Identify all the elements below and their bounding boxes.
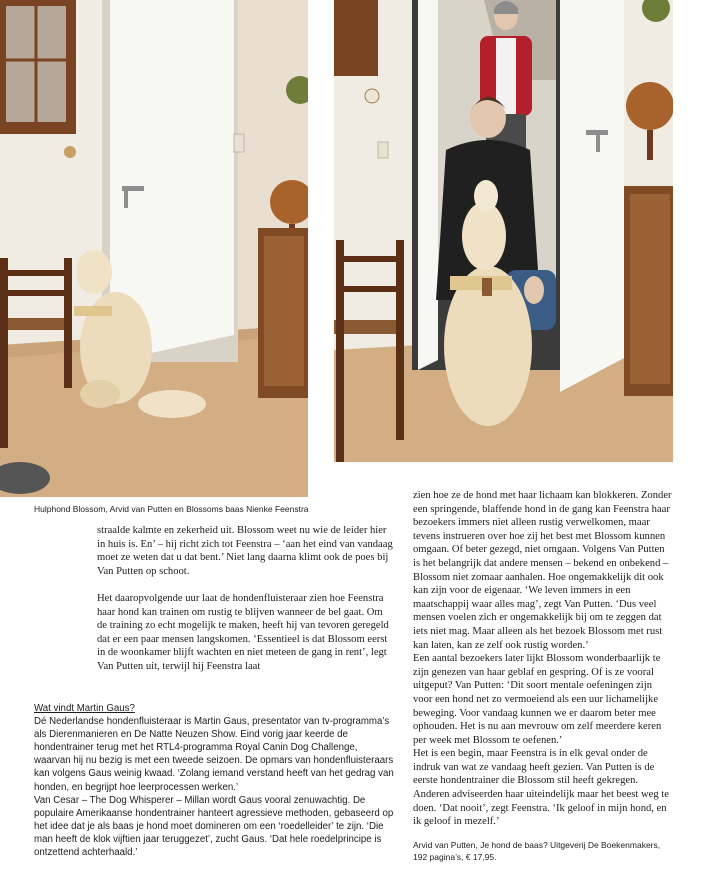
book-info-line: Arvid van Putten, Je hond de baas? Uitgeverij De Boekenmakers,	[413, 840, 661, 850]
hallway-photo-left	[0, 0, 308, 497]
hallway-photo-right	[334, 0, 673, 462]
paragraph: straalde kalmte en zekerheid uit. Blossom weet nu wie de leider hier in huis is. En’ – hij richt zich tot Feenstra – ‘aan het eind van vandaag moet ze weten dat u dat bent.’ Niet lang daarna klimt ook de poes bij Van Putten op schoot.	[97, 525, 393, 577]
article-column-right	[413, 489, 672, 829]
sidebar-title: Wat vindt Martin Gaus?	[34, 703, 135, 714]
door-right	[560, 0, 624, 392]
photo-right	[334, 0, 673, 462]
sidebar-paragraph: Van Cesar – The Dog Whisperer – Millan wordt Gaus vooral zenuwachtig. De populaire Amerikaanse hondentrainer hanteert agressieve methoden, gebaseerd op het idee dat je als baas je hond moet domineren om een ‘roedelleider’ te zijn. ‘Die man heeft de klok vijftien jaar teruggezet’, zucht Gaus. ‘Dat hele roedelprincipe is ontzettend achterhaald.’	[34, 794, 394, 859]
book-info	[413, 839, 672, 863]
book-info-line: 192 pagina’s, € 17,95.	[413, 852, 497, 862]
paragraph: zien hoe ze de hond met haar lichaam kan blokkeren. Zonder een springende, blaffende hond in de gang kan Feenstra haar bezoekers immers niet alleen rustig verwelkomen, maar tevens instrueren over hoe zij het best met Blossom kunnen omgaan. Of beter gezegd, niet omgaan. Volgens Van Putten is het belangrijk dat andere mensen – bekend en onbekend – Blossom niet zomaar aanhalen. Hoe ongemakkelijk dit ook kan zijn voor de eigenaar. ‘We leven immers in een maatschappij waar alles mag’, zegt Van Putten. ‘Dus veel mensen voelen zich er ongemakkelijk bij om te zeggen dat iets niet mag. Maar alleen als het bezoek Blossom met rust kan laten, kan ze zelf ook rustig worden.’	[413, 490, 672, 651]
paragraph: Een aantal bezoekers later lijkt Blossom wonderbaarlijk te zijn genezen van haar geblaf en gespring. Of is ze vooral uitgeput? Van Putten: ‘Dit soort mentale oefeningen zijn voor een hond net zo vermoeiend als een uur lichamelijke beweging. Voor vandaag kunnen we er daarom beter mee ophouden. Het is nu aan mevrouw om zelf meerdere keren per week met Blossom te oefenen.’	[413, 653, 662, 746]
photo-left	[0, 0, 308, 497]
photo-caption: Hulphond Blossom, Arvid van Putten en Blossoms baas Nienke Feenstra	[34, 504, 309, 514]
sidebar-martin-gaus	[34, 702, 394, 859]
globe-right	[626, 82, 673, 130]
sidebar-paragraph: Dé Nederlandse hondenfluisteraar is Martin Gaus, presentator van tv-programma’s als Dierenmanieren en De Natte Neuzen Show. Eind vorig jaar keerde de hondentrainer terug met het RTL4-programma Royal Canin Dog Challenge, waarvan hij nu bezig is met een tweede seizoen. De opmars van hondenfluisteraars kan volgens Gaus weinig kwaad. ‘Zolang iemand verstand heeft van het gedrag van honden, en begrijpt hoe leerprocessen werken.’	[34, 716, 394, 793]
article-column-left	[97, 524, 393, 674]
paragraph: Het daaropvolgende uur laat de hondenfluisteraar zien hoe Feenstra haar hond kan trainen om rustig te blijven wanneer de bel gaat. Om de training zo echt mogelijk te maken, heeft hij van tevoren geregeld dat er een paar mensen langskomen. ‘Essentieel is dat Blossom eerst in de woonkamer blijft wachten en niet meteen de gang in rent’, legt Van Putten uit, terwijl hij Feenstra laat	[97, 592, 389, 672]
paragraph: Het is een begin, maar Feenstra is in elk geval onder de indruk van wat ze vandaag heeft gezien. Van Putten is de eerste hondentrainer die Blossom stil heeft gekregen. Anderen adviseerden haar uiteindelijk maar het beest weg te doen. ‘Dat nooit’, zegt Feenstra. ‘Ik geloof in mijn hond, en ik geloof in mezelf.’	[413, 748, 669, 828]
